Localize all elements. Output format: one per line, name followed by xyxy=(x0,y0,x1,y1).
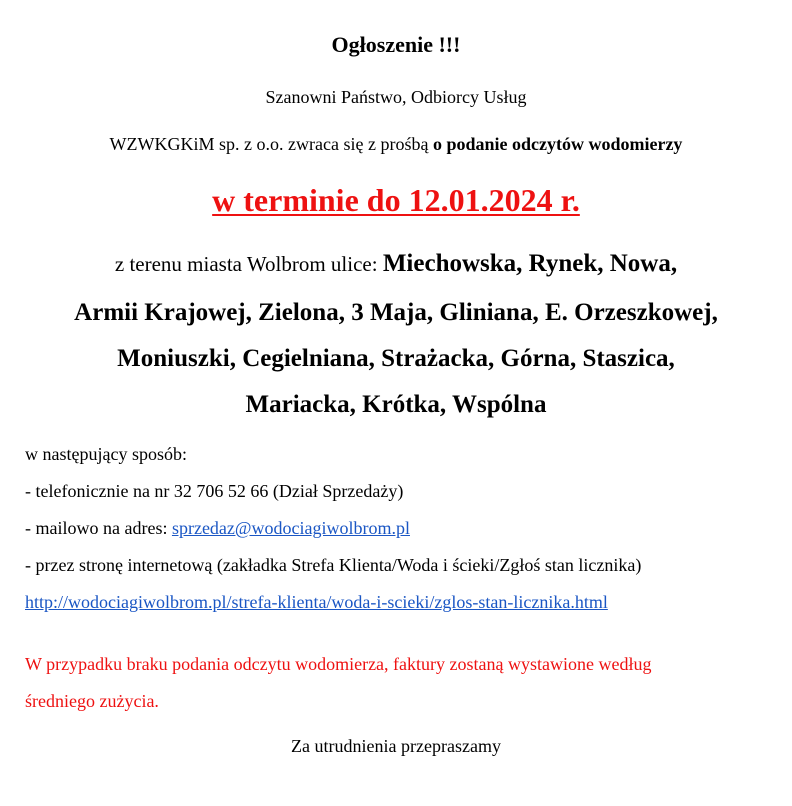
methods-intro: w następujący sposób: xyxy=(25,444,187,464)
closing-apology: Za utrudnienia przepraszamy xyxy=(291,736,501,756)
request-text xyxy=(0,131,792,157)
meter-reading-link[interactable]: http://wodociagiwolbrom.pl/strefa-klienta/woda-i-scieki/zglos-stan-licznika.html xyxy=(25,592,608,612)
billing-notice-line-1: W przypadku braku podania odczytu wodomierza, faktury zostaną wystawione według xyxy=(25,654,652,674)
method-url xyxy=(25,584,785,621)
deadline: w terminie do 12.01.2024 r. xyxy=(212,182,580,218)
streets-intro: z terenu miasta Wolbrom ulice: xyxy=(114,252,383,276)
billing-notice xyxy=(25,646,785,720)
request-prefix: WZWKGKiM sp. z o.o. zwraca się z prośbą xyxy=(109,134,433,154)
greeting: Szanowni Państwo, Odbiorcy Usług xyxy=(265,87,527,107)
methods-list xyxy=(25,436,785,621)
method-email xyxy=(25,510,785,547)
method-web: - przez stronę internetową (zakładka Strefa Klienta/Woda i ścieki/Zgłoś stan licznika) xyxy=(25,555,642,575)
announcement-title: Ogłoszenie !!! xyxy=(331,32,461,57)
streets-block xyxy=(0,241,792,428)
streets-list-4: Mariacka, Krótka, Wspólna xyxy=(245,391,547,418)
billing-notice-line-2: średniego zużycia. xyxy=(25,691,159,711)
streets-list-2: Armii Krajowej, Zielona, 3 Maja, Gliniana, E. Orzeszkowej, xyxy=(74,299,718,326)
email-link[interactable]: sprzedaz@wodociagiwolbrom.pl xyxy=(171,518,410,538)
streets-list-3: Moniuszki, Cegielniana, Strażacka, Górna, Staszica, xyxy=(117,345,675,372)
request-bold: o podanie odczytów wodomierzy xyxy=(432,134,683,154)
streets-list-1: Miechowska, Rynek, Nowa, xyxy=(382,250,678,277)
method-phone: - telefonicznie na nr 32 706 52 66 (Dział Sprzedaży) xyxy=(25,481,404,501)
method-email-label: - mailowo na adres: xyxy=(25,518,172,538)
streets-line-1 xyxy=(0,241,792,290)
